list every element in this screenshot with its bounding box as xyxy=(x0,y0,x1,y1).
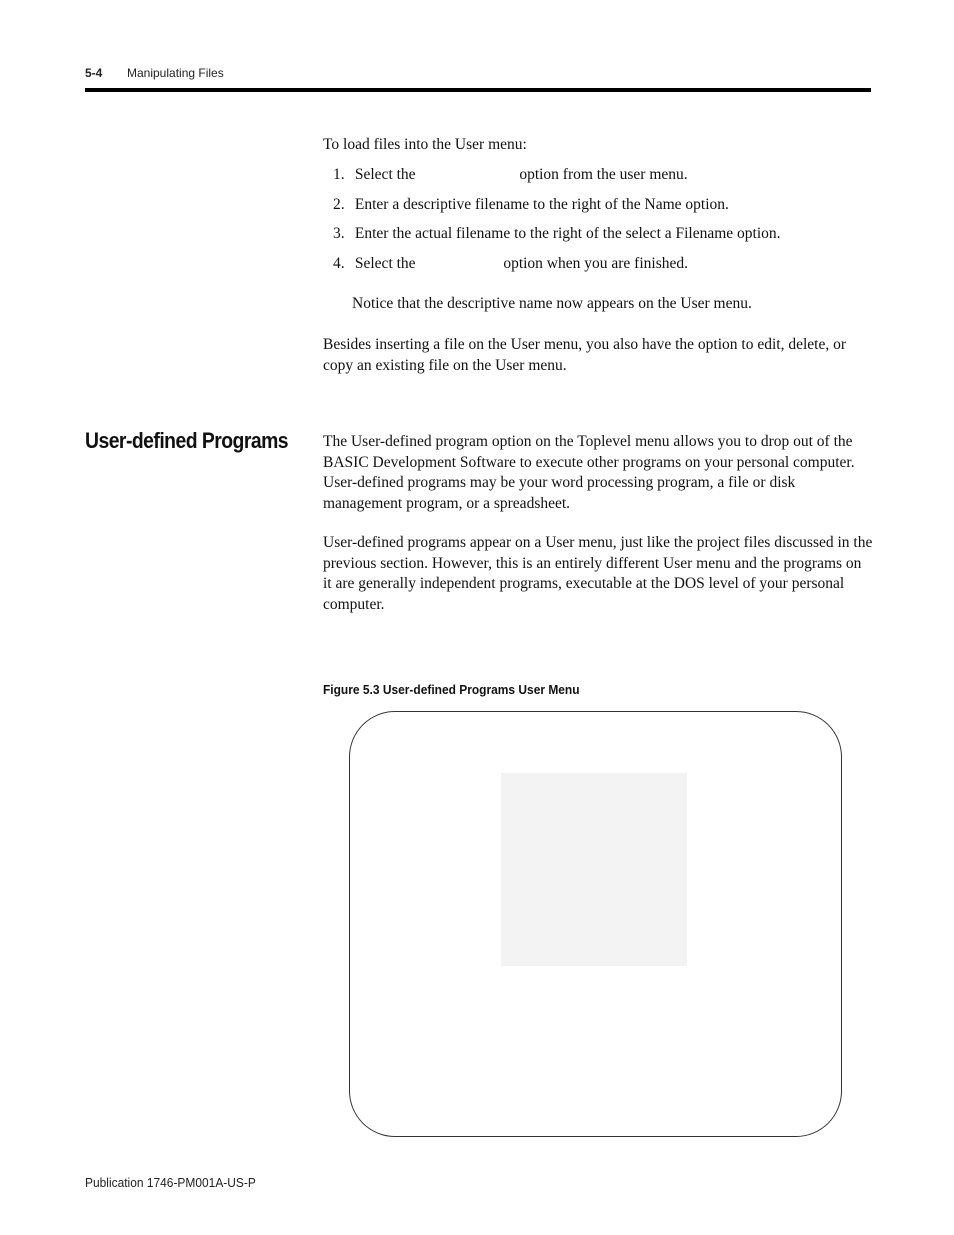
running-header-section: Manipulating Files xyxy=(127,66,224,80)
intro-text: To load files into the User menu: xyxy=(323,136,527,153)
page-number: 5-4 xyxy=(85,66,103,80)
section-paragraph-2: User-defined programs appear on a User menu, just like the project files discussed in the previous section. However, this is an entirely different User menu and the programs on it are generally independent programs, executable at the DOS level of your personal computer. xyxy=(323,534,873,613)
step-1-number: 1. xyxy=(333,166,345,183)
step-1 xyxy=(333,165,688,186)
step-4-text-after: option when you are finished. xyxy=(503,255,688,272)
step-2-number: 2. xyxy=(333,196,345,213)
step-4-number: 4. xyxy=(333,255,345,272)
notice-text: Notice that the descriptive name now appears on the User menu. xyxy=(352,295,752,312)
step-1-text-before: Select the xyxy=(354,166,416,183)
publication-footer: Publication 1746-PM001A-US-P xyxy=(85,1175,256,1190)
step-1-text-after: option from the user menu. xyxy=(519,166,688,183)
besides-paragraph: Besides inserting a file on the User menu, you also have the option to edit, delete, or copy an existing file on the User menu. xyxy=(323,336,846,374)
section-paragraph-1: The User-defined program option on the Toplevel menu allows you to drop out of the BASIC Development Software to execute other programs on your personal computer. User-defined programs may be your word processing program, a file or disk management program, or a spreadsheet. xyxy=(323,433,855,512)
step-2-text: Enter a descriptive filename to the right of the Name option. xyxy=(354,196,729,213)
header-rule xyxy=(85,88,871,92)
step-3-number: 3. xyxy=(333,225,345,242)
figure-caption: Figure 5.3 User-defined Programs User Menu xyxy=(323,682,580,697)
section-heading: User-defined Programs xyxy=(85,428,289,453)
step-4-text-before: Select the xyxy=(354,255,416,272)
step-2 xyxy=(333,195,729,216)
step-3-text: Enter the actual filename to the right of the select a Filename option. xyxy=(354,225,781,242)
figure-screen-image xyxy=(501,773,687,966)
step-3 xyxy=(333,224,781,245)
step-4 xyxy=(333,254,688,275)
